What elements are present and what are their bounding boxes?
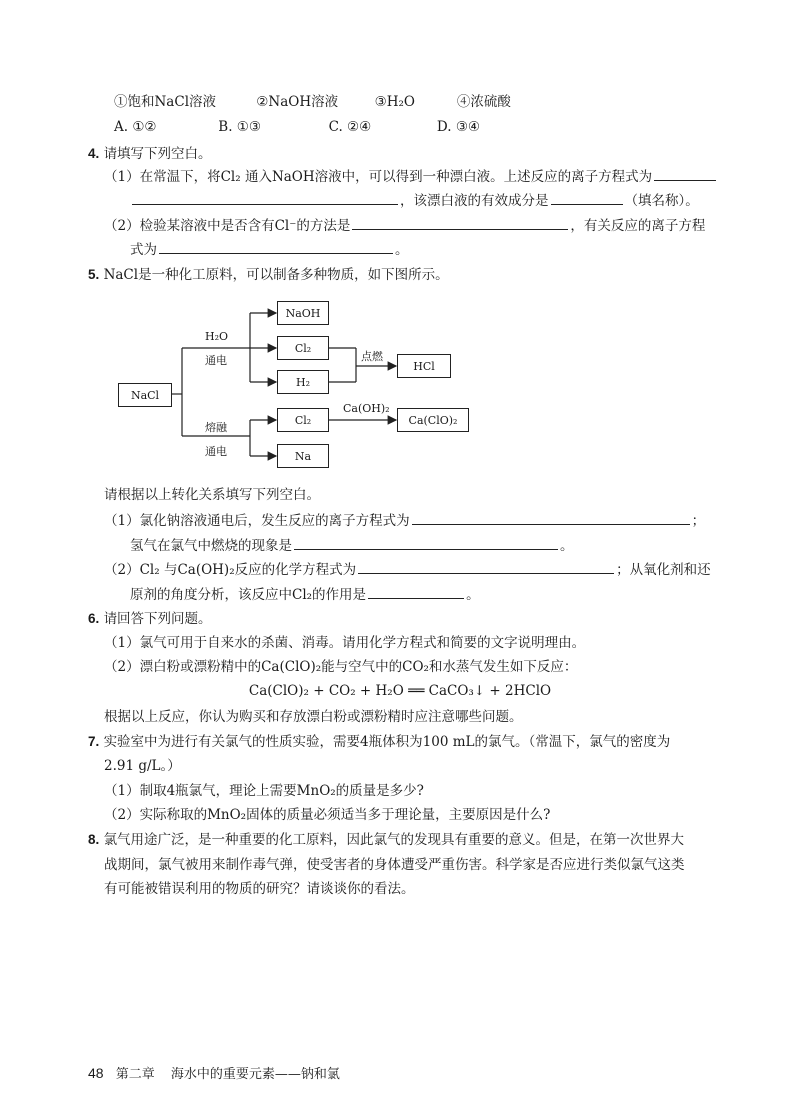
q4-stem-text: 请填写下列空白。 [103,146,212,162]
q6-stem-text: 请回答下列问题。 [103,611,212,627]
q5-part2-text: （2）Cl₂ 与Ca(OH)₂反应的化学方程式为 [104,562,357,578]
q3-choice-c: C. ②④ [328,119,372,135]
q7-part2: （2）实际称取的MnO₂固体的质量必须适当多于理论量，主要原因是什么? [104,807,551,823]
q5-number: 5. [88,267,100,282]
q5-blank-1[interactable] [412,511,690,525]
node-naoh: NaOH [277,301,329,325]
node-cl2-top: Cl₂ [277,336,329,360]
q8-line2: 战期间，氯气被用来制作毒气弹，使受害者的身体遭受严重伤害。科学家是否应进行类似氯气这类 [104,857,685,873]
label-h2o: H₂O [205,330,229,343]
q5-blank-2[interactable] [294,536,558,550]
node-h2: H₂ [277,370,329,394]
q8-line3: 有可能被错误利用的物质的研究？请谈谈你的看法。 [104,881,415,897]
chapter-label: 第二章 [115,1067,155,1082]
node-hcl: HCl [397,354,451,378]
q3-item-1: ①饱和NaCl溶液 [114,94,217,110]
q6-part2: （2）漂白粉或漂粉精中的Ca(ClO)₂能与空气中的CO₂和水蒸气发生如下反应： [104,659,578,675]
q5-part2-text2: ；从氧化剂和还 [616,562,711,578]
page-number: 48 [88,1065,104,1081]
q4-part2-text: （2）检验某溶液中是否含有Cl⁻的方法是 [104,218,351,234]
node-na: Na [277,444,329,468]
q5-part2-text3: 原剂的角度分析，该反应中Cl₂的作用是 [130,587,367,603]
q8-number: 8. [88,832,100,847]
q7-line1 [88,733,670,751]
q4-part1-text: （1）在常温下，将Cl₂ 通入NaOH溶液中，可以得到一种漂白液。上述反应的离子方程式为 [104,169,653,185]
q5-part1-text: （1）氯化钠溶液通电后，发生反应的离子方程式为 [104,513,410,529]
label-tongdian-1: 通电 [205,354,227,367]
q4-number: 4. [88,146,100,161]
label-dianran: 点燃 [361,350,383,363]
q3-choice-d: D. ③④ [436,119,481,135]
q7-number: 7. [88,734,100,749]
q3-item-4: ④浓硫酸 [456,94,511,110]
q6-number: 6. [88,611,100,626]
page-footer [88,1063,340,1082]
q5-part1-text4: 。 [560,538,574,554]
label-tongdian-2: 通电 [205,445,227,458]
q7-line1-text: 实验室中为进行有关氯气的性质实验，需要4瓶体积为100 mL的氯气。（常温下，氯气的密度为 [103,734,671,750]
chapter-title: 海水中的重要元素——钠和氯 [170,1067,340,1082]
q5-stem-text: NaCl是一种化工原料，可以制备多种物质，如下图所示。 [103,267,449,283]
q6-equation: Ca(ClO)₂ + CO₂ + H₂O ══ CaCO₃↓ + 2HClO [248,683,552,699]
q5-part1-text3: 氢气在氯气中燃烧的现象是 [130,538,292,554]
node-cl2-bottom: Cl₂ [277,408,329,432]
q5-part2-line2 [130,585,480,604]
q5-blank-4[interactable] [368,585,464,599]
node-nacl: NaCl [118,383,172,407]
q4-part1-text3: （填名称）。 [624,193,699,209]
q5-part1-line2 [130,536,574,555]
q5-blank-3[interactable] [358,560,614,574]
q8-line1 [88,831,684,849]
q5-part1-text2: ； [691,513,706,529]
q4-part2-text3: 式为 [130,242,157,258]
q5-part2-text4: 。 [466,587,480,603]
q4-part2-text4: 。 [395,242,409,258]
q4-part1-text2: ，该漂白液的有效成分是 [400,193,549,209]
q8-line1-text: 氯气用途广泛，是一种重要的化工原料，因此氯气的发现具有重要的意义。但是，在第一次世界大 [103,832,685,848]
q3-choice-b: B. ①③ [218,119,262,135]
q7-part1: （1）制取4瓶氯气，理论上需要MnO₂的质量是多少? [104,783,424,799]
q5-part1-line1 [104,511,705,530]
q6-follow: 根据以上反应，你认为购买和存放漂白粉或漂粉精时应注意哪些问题。 [104,709,523,725]
q3-item-2: ②NaOH溶液 [256,94,339,110]
label-rongrong: 熔融 [205,421,227,434]
q3-choice-a: A. ①② [114,119,157,135]
q5-part2-line1 [104,560,711,579]
q3-item-3: ③H₂O [374,94,415,110]
q5-intro: 请根据以上转化关系填写下列空白。 [104,487,320,503]
q6-part1: （1）氯气可用于自来水的杀菌、消毒。请用化学方程式和简要的文字说明理由。 [104,635,586,651]
node-caclo2: Ca(ClO)₂ [397,408,469,432]
q4-part2-text2: ，有关反应的离子方程 [570,218,706,234]
q6-stem [88,610,212,628]
label-caoh2: Ca(OH)₂ [343,402,390,415]
q7-line2: 2.91 g/L。） [104,758,181,774]
